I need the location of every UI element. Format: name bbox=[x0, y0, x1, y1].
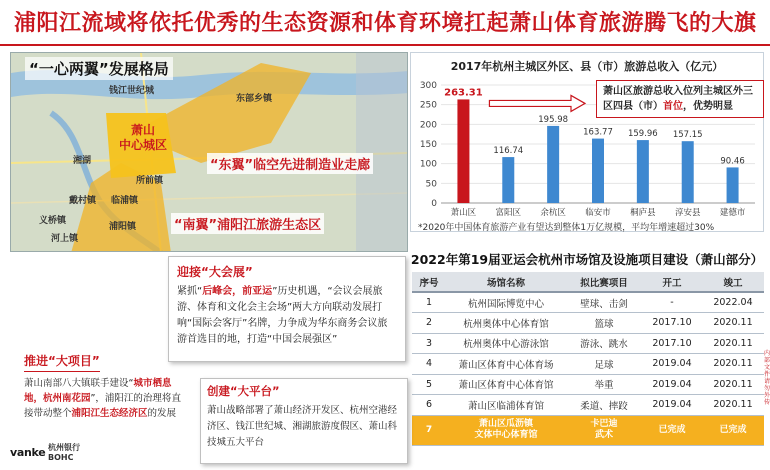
table-cell: 篮球 bbox=[566, 313, 642, 334]
place-label: 浦阳镇 bbox=[109, 222, 137, 232]
bar bbox=[592, 139, 604, 203]
table-cell: 2020.11 bbox=[702, 395, 764, 416]
category-label: 桐庐县 bbox=[630, 208, 656, 218]
table-cell: 萧山区临浦体育馆 bbox=[446, 395, 566, 416]
place-label: 戴村镇 bbox=[69, 196, 97, 206]
y-tick-label: 300 bbox=[419, 81, 437, 91]
place-label: 湘湖 bbox=[73, 156, 92, 166]
tourism-revenue-chart bbox=[410, 52, 764, 232]
platform-box bbox=[200, 378, 408, 464]
table-cell: 举重 bbox=[566, 374, 642, 395]
bar bbox=[682, 141, 694, 203]
place-label: 河上镇 bbox=[51, 234, 79, 244]
table-cell: 萧山区瓜沥镇 文体中心体育馆 bbox=[446, 415, 566, 445]
category-label: 建德市 bbox=[719, 208, 746, 218]
place-label: 钱江世纪城 bbox=[109, 86, 155, 96]
place-label: 所前镇 bbox=[136, 176, 164, 186]
table-cell: 2017.10 bbox=[642, 313, 702, 334]
chart-footnote: *2020年中国体育旅游产业有望达到整体1万亿规模，平均年增速超过30% bbox=[418, 223, 715, 233]
y-tick-label: 250 bbox=[419, 100, 437, 111]
table-cell: 2022.04 bbox=[702, 292, 764, 313]
category-label: 淳安县 bbox=[674, 208, 701, 218]
vanke-logo: vanke bbox=[10, 446, 46, 459]
table-cell: 5 bbox=[412, 374, 446, 395]
column-header: 序号 bbox=[412, 272, 446, 292]
table-cell: 2020.11 bbox=[702, 374, 764, 395]
table-cell: 3 bbox=[412, 333, 446, 354]
table-cell: 2020.11 bbox=[702, 354, 764, 375]
chart-callout: 萧山区旅游总收入位列主城区外三区四县（市）首位，优势明显 bbox=[596, 80, 764, 118]
table-title: 2022年第19届亚运会杭州市场馆及设施项目建设（萧山部分） bbox=[410, 252, 764, 267]
internal-note: 内部文件请勿外传 bbox=[764, 350, 770, 406]
table-cell: 足球 bbox=[566, 354, 642, 375]
bar-value-label: 116.74 bbox=[493, 146, 524, 157]
column-header: 拟比赛项目 bbox=[566, 272, 642, 292]
bar-value-label: 195.98 bbox=[538, 114, 569, 125]
y-tick-label: 150 bbox=[419, 140, 437, 150]
platform-heading: 创建“大平台” bbox=[207, 384, 280, 398]
table-row-highlight bbox=[412, 415, 764, 445]
table-cell: 7 bbox=[412, 415, 446, 445]
table-cell: 已完成 bbox=[642, 415, 702, 445]
map-heading: “一心两翼”发展格局 bbox=[25, 57, 173, 80]
title-divider bbox=[0, 44, 770, 46]
bar bbox=[547, 126, 559, 203]
table-cell: 杭州奥体中心体育馆 bbox=[446, 313, 566, 334]
bar-value-label: 159.96 bbox=[627, 129, 658, 140]
y-tick-label: 50 bbox=[425, 179, 437, 190]
y-tick-label: 100 bbox=[419, 159, 437, 170]
table-cell: 萧山区体育中心体育馆 bbox=[446, 374, 566, 395]
table-cell: - bbox=[642, 292, 702, 313]
table-cell: 卡巴迪 武术 bbox=[566, 415, 642, 445]
table-cell: 2 bbox=[412, 313, 446, 334]
table-cell: 1 bbox=[412, 292, 446, 313]
table-cell: 柔道、摔跤 bbox=[566, 395, 642, 416]
development-map bbox=[10, 52, 408, 252]
table-cell: 2020.11 bbox=[702, 313, 764, 334]
conference-heading: 迎接“大会展” bbox=[177, 265, 253, 279]
south-wing-label: “南翼”浦阳江旅游生态区 bbox=[171, 213, 324, 234]
table-row bbox=[412, 333, 764, 354]
table-row bbox=[412, 395, 764, 416]
bank-logo: 杭州银行 BOHC bbox=[48, 443, 80, 462]
conference-text: 紧抓“后峰会，前亚运”历史机遇，“会议会展旅游、体育和文化会主会场”两大方向联动发展打响“国际会客厅”名牌，力争成为华东商务会议旅游首选目的地，打造“中国会展强区” bbox=[177, 286, 388, 345]
table-row bbox=[412, 292, 764, 313]
bar bbox=[637, 140, 649, 203]
place-label: 临浦镇 bbox=[111, 196, 139, 206]
venues-table bbox=[412, 272, 764, 446]
column-header: 场馆名称 bbox=[446, 272, 566, 292]
table-row bbox=[412, 354, 764, 375]
callout-arrow bbox=[489, 95, 585, 111]
category-label: 余杭区 bbox=[540, 208, 566, 218]
y-tick-label: 200 bbox=[419, 120, 437, 131]
table-cell: 已完成 bbox=[702, 415, 764, 445]
bar-value-label: 157.15 bbox=[672, 130, 703, 141]
bar-value-label: 263.31 bbox=[444, 87, 483, 99]
table-cell: 2017.10 bbox=[642, 333, 702, 354]
platform-text: 萧山战略部署了萧山经济开发区、杭州空港经济区、钱江世纪城、湘湖旅游度假区、萧山科技城五大平台 bbox=[207, 405, 398, 448]
bar-value-label: 90.46 bbox=[720, 156, 745, 167]
table-cell: 2020.11 bbox=[702, 333, 764, 354]
y-tick-label: 0 bbox=[431, 199, 437, 209]
table-cell: 2019.04 bbox=[642, 354, 702, 375]
projects-heading: 推进“大项目” bbox=[24, 352, 100, 372]
page-title: 浦阳江流域将依托优秀的生态资源和体育环境扛起萧山体育旅游腾飞的大旗 bbox=[14, 11, 757, 36]
projects-text: 萧山南部八大镇联手建设“城市栖息地，杭州南花园”，浦阳江的治理将直接带动整个浦阳江生态经济区的发展 bbox=[24, 378, 181, 419]
conference-box bbox=[168, 256, 406, 362]
table-row bbox=[412, 313, 764, 334]
column-header: 开工 bbox=[642, 272, 702, 292]
table-cell: 4 bbox=[412, 354, 446, 375]
table-cell: 2019.04 bbox=[642, 395, 702, 416]
table-cell: 6 bbox=[412, 395, 446, 416]
category-label: 富阳区 bbox=[495, 208, 522, 218]
place-label: 东部乡镇 bbox=[236, 94, 273, 104]
category-label: 临安市 bbox=[585, 208, 611, 218]
table-cell: 游泳、跳水 bbox=[566, 333, 642, 354]
table-cell: 杭州奥体中心游泳馆 bbox=[446, 333, 566, 354]
column-header: 竣工 bbox=[702, 272, 764, 292]
category-label: 萧山区 bbox=[450, 208, 477, 218]
table-row bbox=[412, 374, 764, 395]
chart-title: 2017年杭州主城区外区、县（市）旅游总收入（亿元） bbox=[450, 60, 724, 73]
table-cell: 杭州国际博览中心 bbox=[446, 292, 566, 313]
table-cell: 壁球、击剑 bbox=[566, 292, 642, 313]
bar bbox=[457, 99, 469, 203]
table-cell: 2019.04 bbox=[642, 374, 702, 395]
bar-value-label: 163.77 bbox=[583, 127, 613, 138]
center-city-label: 萧山 中心城区 bbox=[119, 123, 168, 152]
table-header-row bbox=[412, 272, 764, 292]
projects-box bbox=[18, 346, 188, 426]
table-cell: 萧山区体育中心体育场 bbox=[446, 354, 566, 375]
east-wing-label: “东翼”临空先进制造业走廊 bbox=[207, 153, 373, 174]
bar bbox=[502, 157, 514, 203]
place-label: 义桥镇 bbox=[39, 216, 67, 226]
bar bbox=[727, 167, 739, 203]
